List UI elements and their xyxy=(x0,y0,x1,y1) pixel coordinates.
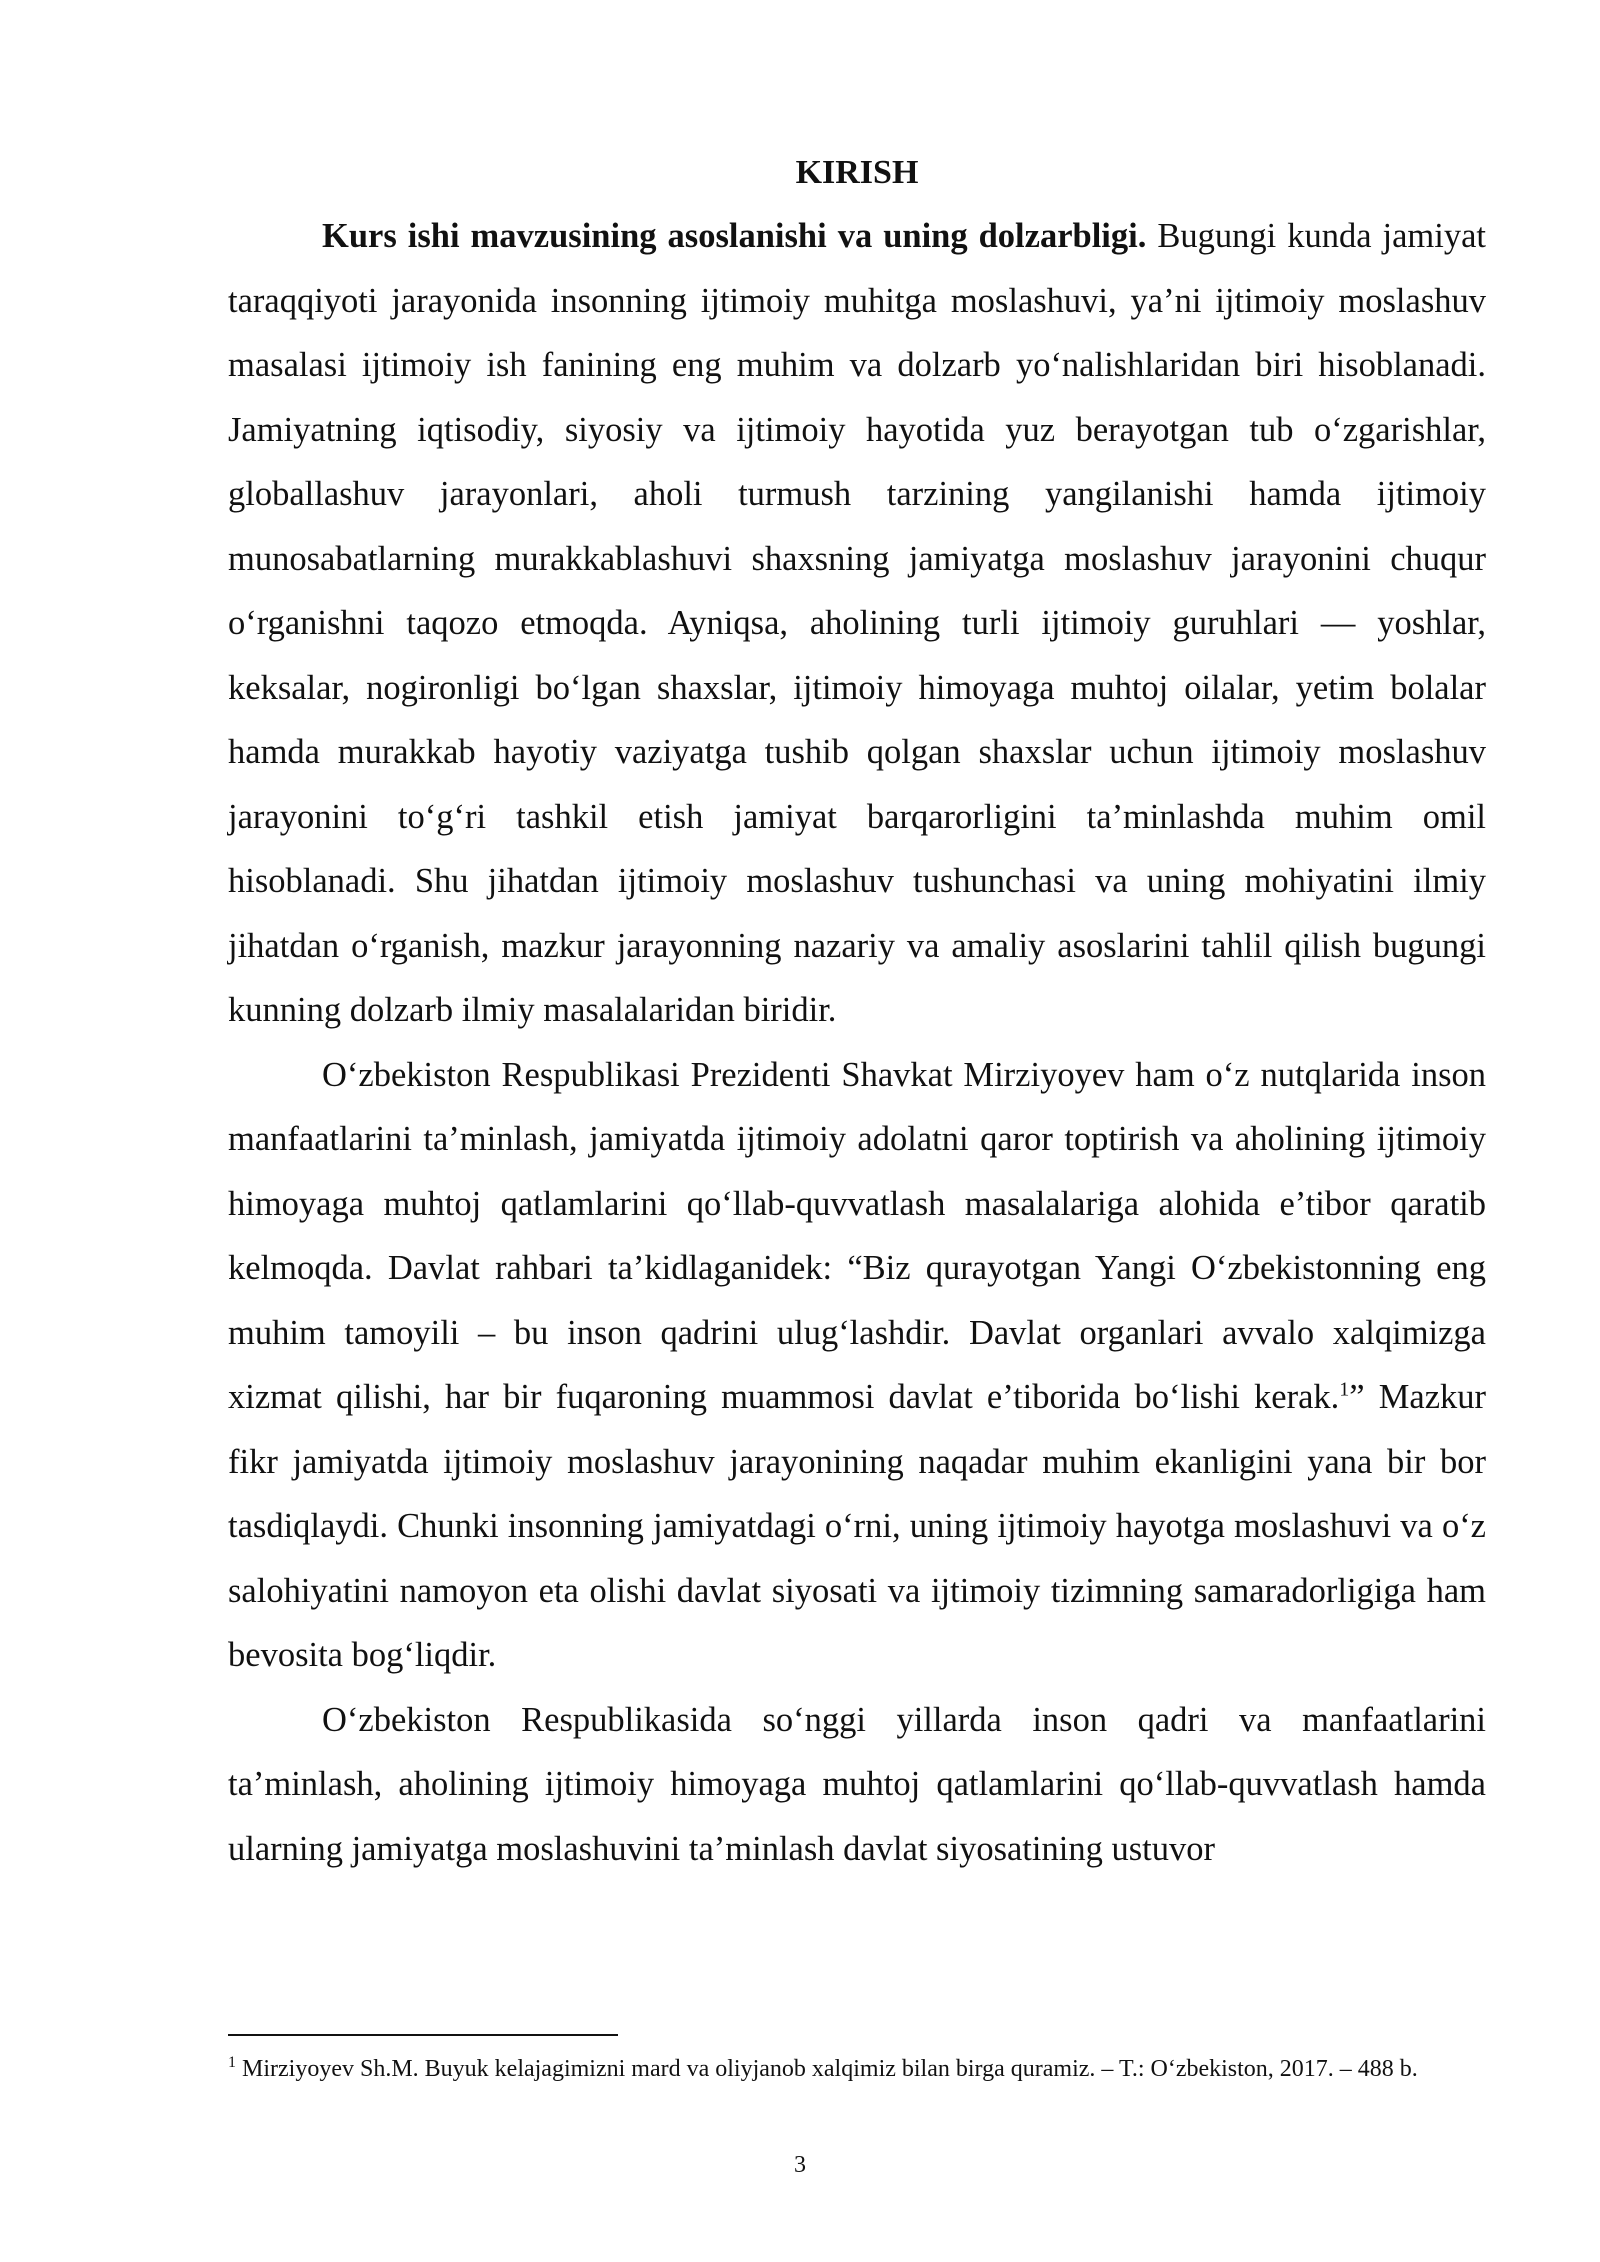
footnote-divider xyxy=(228,2034,618,2036)
page-title: KIRISH xyxy=(795,154,919,191)
footnote xyxy=(228,2052,1486,2086)
paragraph-3 xyxy=(228,1688,1486,1882)
paragraph-lead: Kurs ishi mavzusining asoslanishi va uning dolzarbligi. xyxy=(322,217,1147,255)
paragraph-text: Bugungi kunda jamiyat taraqqiyoti jarayonida insonning ijtimoiy muhitga moslashuvi, ya’ni ijtimoiy moslashuv masalasi ijtimoiy ish fanining eng muhim va dolzarb yo‘nalishlaridan biri hisoblanadi. Jamiyatning iqtisodiy, siyosiy va ijtimoiy hayotida yuz berayotgan tub o‘zgarishlar, globallashuv jarayonlari, aholi turmush tarzining yangilanishi hamda ijtimoiy munosabatlarning murakkablashuvi shaxsning jamiyatga moslashuv jarayonini chuqur o‘rganishni taqozo etmoqda. Ayniqsa, aholining turli ijtimoiy guruhlari — yoshlar, keksalar, nogironligi bo‘lgan shaxslar, ijtimoiy himoyaga muhtoj oilalar, yetim bolalar hamda murakkab hayotiy vaziyatga tushib qolgan shaxslar uchun ijtimoiy moslashuv jarayonini to‘g‘ri tashkil etish jamiyat barqarorligini ta’minlashda muhim omil hisoblanadi. Shu jihatdan ijtimoiy moslashuv tushunchasi va uning mohiyatini ilmiy jihatdan o‘rganish, mazkur jarayonning nazariy va amaliy asoslarini tahlil qilish bugungi kunning dolzarb ilmiy masalalaridan biridir. xyxy=(228,217,1486,1029)
paragraph-text: O‘zbekiston Respublikasi Prezidenti Shavkat Mirziyoyev ham o‘z nutqlarida inson manfaatlarini ta’minlash, jamiyatda ijtimoiy adolatni qaror toptirish va aholining ijtimoiy himoyaga muhtoj qatlamlarini qo‘llab-quvvatlash masalalariga alohida e’tibor qaratib kelmoqda. Davlat rahbari ta’kidlaganidek: “Biz qurayotgan Yangi O‘zbekistonning eng muhim tamoyili – bu inson qadrini ulug‘lashdir. Davlat organlari avvalo xalqimizga xizmat qilishi, har bir fuqaroning muammosi davlat e’tiborida bo‘lishi kerak. xyxy=(228,1055,1486,1416)
footnote-number: 1 xyxy=(228,2054,236,2071)
footnote-reference: 1 xyxy=(1339,1378,1350,1401)
paragraph-text-continued: ” Mazkur fikr jamiyatda ijtimoiy moslashuv jarayonining naqadar muhim ekanligini yana bir bor tasdiqlaydi. Chunki insonning jamiyatdagi o‘rni, uning ijtimoiy hayotga moslashuvi va o‘z salohiyatini namoyon eta olishi davlat siyosati va ijtimoiy tizimning samaradorligiga ham bevosita bog‘liqdir. xyxy=(228,1378,1486,1674)
footnote-text: Mirziyoyev Sh.M. Buyuk kelajagimizni mard va oliyjanob xalqimiz bilan birga quramiz. – T.: O‘zbekiston, 2017. – 488 b. xyxy=(236,2056,1418,2082)
page-number: 3 xyxy=(794,2152,806,2178)
paragraph-text: O‘zbekiston Respublikasida so‘nggi yillarda inson qadri va manfaatlarini ta’minlash, aholining ijtimoiy himoyaga muhtoj qatlamlarini qo‘llab-quvvatlash hamda ularning jamiyatga moslashuvini ta’minlash davlat siyosatining ustuvor xyxy=(228,1700,1486,1868)
paragraph-1 xyxy=(228,204,1486,1043)
page-body xyxy=(228,148,1486,1881)
paragraph-2 xyxy=(228,1043,1486,1688)
